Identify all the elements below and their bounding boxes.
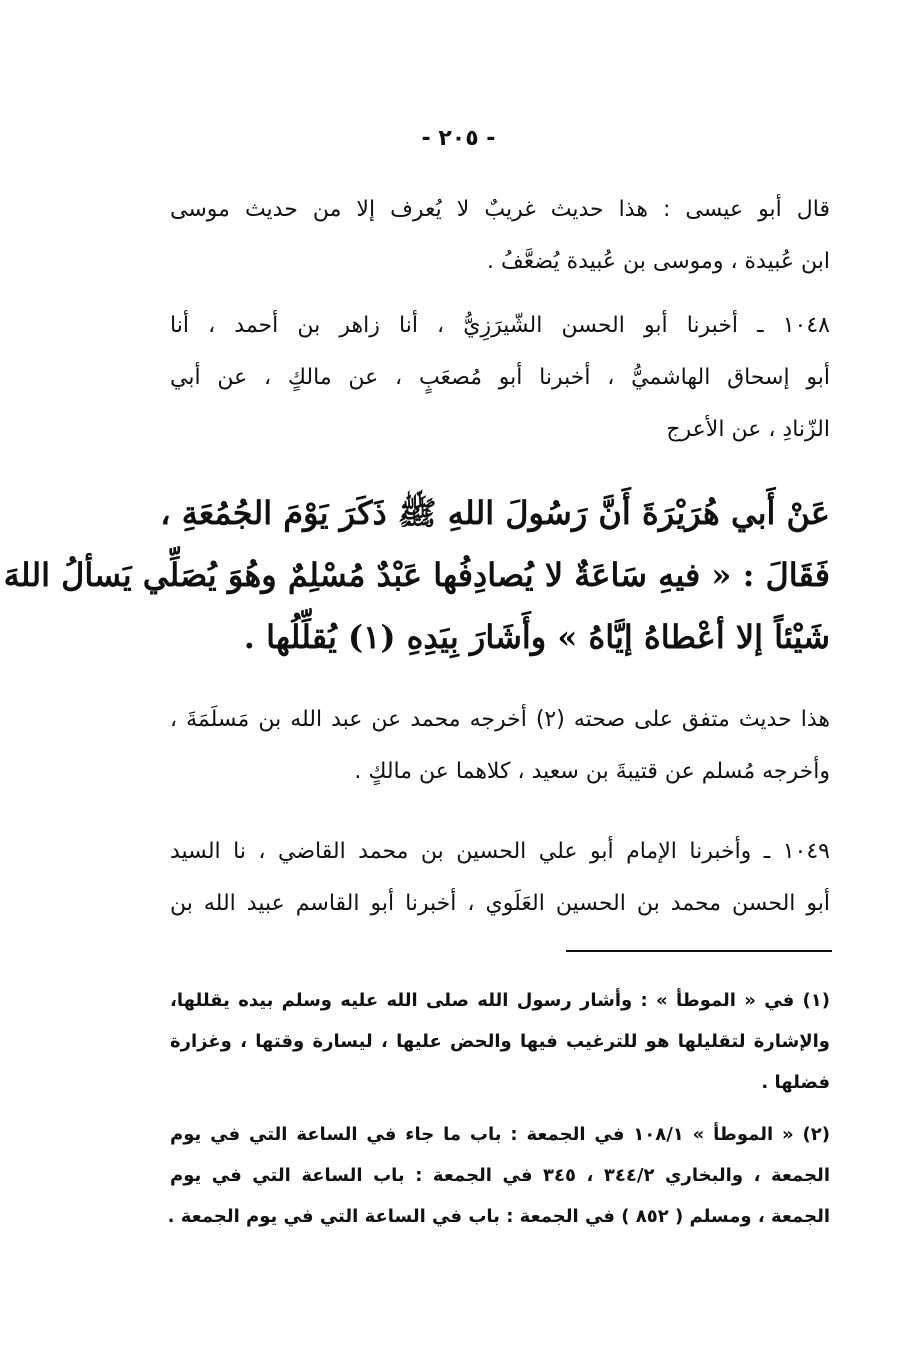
footnote-line: (١) في « الموطأ » : وأشار رسول الله صلى الله عليه وسلم بيده يقللها، <box>170 990 830 1011</box>
footnote-2 <box>167 1114 830 1237</box>
paragraph-line: ١٠٤٨ ـ أخبرنا أبو الحسن الشّيرَزِيُّ ، أنا زاهر بن أحمد ، أنا <box>170 313 830 338</box>
hadith-line: شَيْئاً إلا أعْطاهُ إيَّاهُ » وأَشَارَ بِيَدِهِ (١) يُقلِّلُها . <box>243 618 830 656</box>
paragraph-line: الزّنادِ ، عن الأعرج <box>666 417 830 442</box>
paragraph-line: قال أبو عيسى : هذا حديث غريبٌ لا يُعرف إلا من حديث موسى <box>170 197 830 222</box>
footnote-line: الجمعة ، ومسلم ( ٨٥٢ ) في الجمعة : باب في الساعة التي في يوم الجمعة . <box>167 1206 830 1227</box>
footnote-line: فضلها . <box>761 1072 830 1093</box>
page-number: - ٢٠٥ - <box>421 126 496 151</box>
footnote-line: الجمعة ، والبخاري ٣٤٤/٢ ، ٣٤٥ في الجمعة : باب الساعة التي في يوم <box>170 1165 830 1186</box>
hadith-line: فَقَالَ : « فيهِ سَاعَةٌ لا يُصادِفُها عَبْدٌ مُسْلِمٌ وهُوَ يُصَلِّي يَسألُ اللهَ <box>3 556 830 594</box>
paragraph-line: ١٠٤٩ ـ وأخبرنا الإمام أبو علي الحسين بن محمد القاضي ، نا السيد <box>170 839 830 864</box>
footnote-line: (٢) « الموطأ » ١٠٨/١ في الجمعة : باب ما جاء في الساعة التي في يوم <box>170 1124 830 1145</box>
paragraph-line: أبو إسحاق الهاشميُّ ، أخبرنا أبو مُصعَبٍ ، عن مالكٍ ، عن أبي <box>170 365 830 390</box>
paragraph-line: هذا حديث متفق على صحته (٢) أخرجه محمد عن عبد الله بن مَسلَمَةَ ، <box>170 707 830 732</box>
paragraph-line: وأخرجه مُسلم عن قتيبةَ بن سعيد ، كلاهما عن مالكٍ . <box>354 759 830 784</box>
footnote-1 <box>170 980 830 1103</box>
paragraph-hadith-matn <box>3 482 830 668</box>
paragraph-line: ابن عُبيدة ، وموسى بن عُبيدة يُضعَّفُ . <box>487 249 830 274</box>
paragraph-isnad-1049 <box>170 826 830 930</box>
footnote-line: والإشارة لتقليلها هو للترغيب فيها والحض عليها ، ليسارة وقتها ، وغزارة <box>170 1031 830 1052</box>
paragraph-grading <box>170 694 830 798</box>
footnote-divider <box>566 950 832 952</box>
paragraph-line: أبو الحسن محمد بن الحسين العَلَوي ، أخبرنا أبو القاسم عبيد الله بن <box>170 891 830 916</box>
hadith-line: عَنْ أَبي هُرَيْرَةَ أَنَّ رَسُولَ اللهِ ﷺ ذَكَرَ يَوْمَ الجُمُعَةِ ، <box>160 494 830 532</box>
paragraph-isnad-1048 <box>170 300 830 456</box>
paragraph-commentary <box>170 184 830 288</box>
